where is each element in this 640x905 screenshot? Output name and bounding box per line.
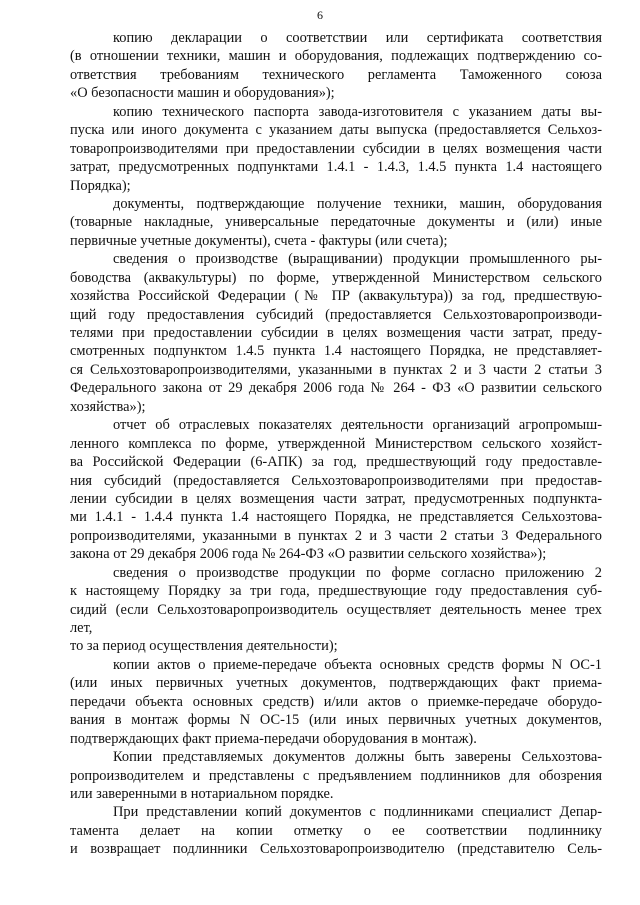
text-line: товаропроизводителями при предоставлении субсидии в целях возмещения части [70, 140, 602, 157]
text-line: передачи объекта основных средств) и/или актов о приемке-передаче оборудо- [70, 693, 602, 710]
text-line: смотренных подпунктом 1.4.5 пункта 1.4 настоящего Порядка, не представляет- [70, 343, 602, 360]
text-line: ва Российской Федерации (6-АПК) за год, предшествующий году предоставле- [70, 454, 602, 471]
text-line: боводства (аквакультуры) по форме, утвержденной Министерством сельского [70, 269, 602, 286]
page-number: 6 [317, 8, 323, 22]
text-line: ленного комплекса по форме, утвержденной Министерством сельского хозяйст- [70, 435, 602, 452]
text-line: затрат, предусмотренных подпунктами 1.4.1 - 1.4.3, 1.4.5 пункта 1.4 настоящего [70, 159, 602, 176]
text-line: Федерального закона от 29 декабря 2006 года № 264 - ФЗ «О развитии сельского [70, 380, 602, 397]
text-line: первичные учетные документы), счета - фактуры (или счета); [70, 232, 448, 249]
text-line: хозяйства»); [70, 398, 146, 415]
text-line: сведения о производстве (выращивании) продукции промышленного ры- [113, 251, 602, 268]
text-line: телями при предоставлении субсидии в целях возмещения части затрат, преду- [70, 325, 602, 341]
text-line: (или иных первичных учетных документов, подтверждающих факт приема- [70, 675, 602, 692]
text-line: лении субсидии в целях возмещения части затрат, предусмотренных подпункта- [70, 490, 602, 507]
text-line: ми 1.4.1 - 1.4.4 пункта 1.4 настоящего Порядка, не представляется Сельхозтова- [70, 509, 602, 526]
text-line: лет, [70, 620, 93, 636]
text-line: (товарные накладные, универсальные передаточные документы и (или) иные [70, 214, 602, 231]
text-line: закона от 29 декабря 2006 года № 264-ФЗ «О развитии сельского хозяйства»); [70, 546, 547, 563]
text-line: ния субсидий (предоставляется Сельхозтоваропроизводителями при предостав- [70, 472, 602, 489]
text-line: ропроизводителями, указанными в пунктах 2 и 3 части 2 статьи 3 Федерального [70, 527, 602, 544]
text-line: ропроизводителем и представлены с предъявлением подлинников для обозрения [70, 767, 602, 784]
text-line: или заверенными в нотариальном порядке. [70, 785, 334, 802]
text-line: вания в монтаж формы N ОС-15 (или иных первичных учетных документов, [70, 712, 602, 729]
text-line: хозяйства Российской Федерации (№ ПР (аквакультура)) за год, предшествую- [70, 288, 602, 305]
text-line: к настоящему Порядку за три года, предшествующие году предоставления суб- [70, 583, 602, 600]
text-line: ся Сельхозтоваропроизводителями, указанными в пунктах 2 и 3 части 2 статьи 3 [70, 361, 602, 378]
text-line: Копии представляемых документов должны быть заверены Сельхозтова- [113, 749, 602, 766]
text-line: пуска или иного документа с указанием даты выпуска (предоставляется Сельхоз- [70, 122, 602, 139]
text-line: сидий (если Сельхозтоваропроизводитель осуществляет деятельность менее трех [70, 601, 602, 618]
text-line: щий году предоставления субсидий (предоставляется Сельхозтоваропроизводи- [70, 306, 602, 323]
text-line: При представлении копий документов с подлинниками специалист Депар- [113, 804, 602, 821]
text-line: сведения о производстве продукции по форме согласно приложению 2 [113, 564, 602, 581]
text-line: (в отношении техники, машин и оборудования, подлежащих подтверждению со- [70, 48, 602, 65]
text-line: копию декларации о соответствии или сертификата соответствия [113, 30, 602, 46]
text-line: то за период осуществления деятельности); [70, 638, 338, 655]
text-line: ответствия требованиям технического регламента Таможенного союза [70, 66, 602, 83]
text-line: тамента делает на копии отметку о ее соответствии подлиннику [70, 822, 602, 839]
text-line: «О безопасности машин и оборудования»); [70, 85, 335, 102]
text-line: подтверждающих факт приема-передачи оборудования в монтаж). [70, 730, 477, 747]
document-body [70, 29, 602, 859]
text-line: отчет об отраслевых показателях деятельности организаций агропромыш- [113, 417, 602, 434]
text-line: копии актов о приеме-передаче объекта основных средств формы N ОС-1 [113, 656, 602, 673]
text-line: копию технического паспорта завода-изготовителя с указанием даты вы- [113, 103, 602, 120]
text-line: документы, подтверждающие получение техники, машин, оборудования [113, 195, 602, 212]
text-line: и возвращает подлинники Сельхозтоваропроизводителю (представителю Сель- [70, 841, 602, 858]
text-line: Порядка); [70, 177, 131, 194]
